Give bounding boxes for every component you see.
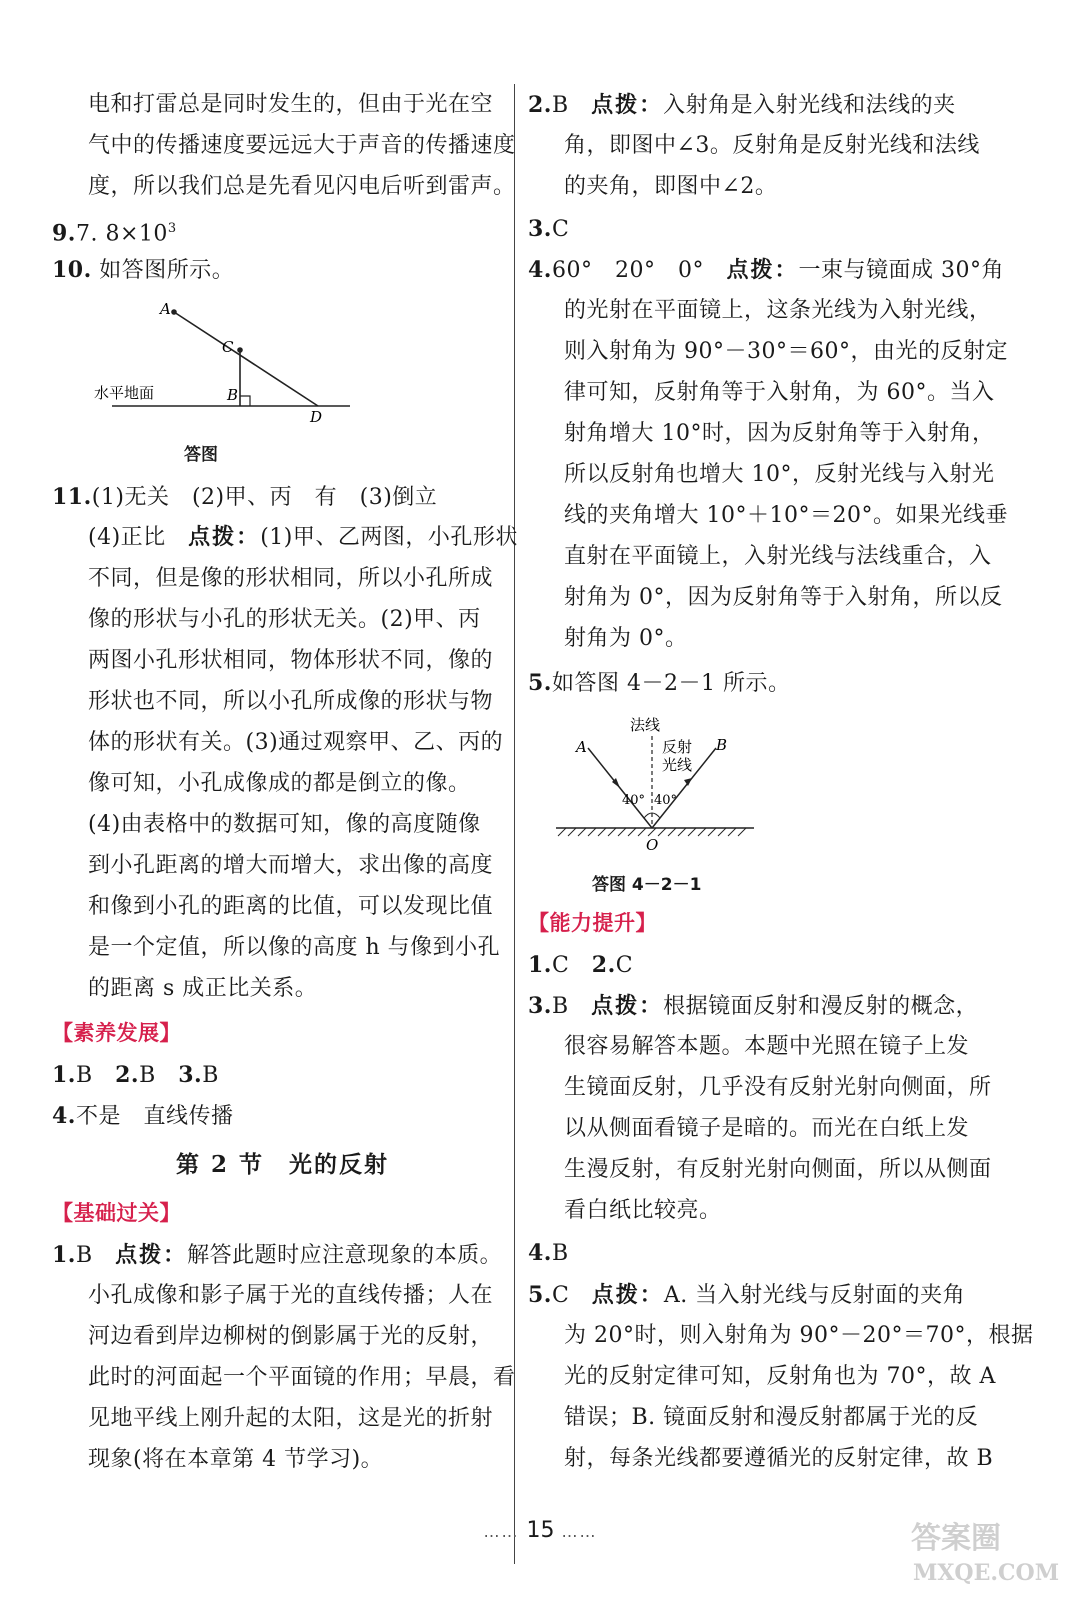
- page-number-value: 15: [526, 1518, 555, 1543]
- jc-q1-text-line: 见地平线上刚升起的太阳，这是光的折射: [88, 1406, 494, 1431]
- q4-number: 4.: [528, 257, 552, 283]
- sy-q3-number: 3.: [178, 1062, 203, 1088]
- q11-hint-label: 点拨：: [188, 525, 261, 550]
- q11-text-line: 形状也不同，所以小孔所成像的形状与物: [88, 689, 494, 714]
- figure-2-caption: 答图 4－2－1: [592, 875, 702, 895]
- q4-text-line: 律可知，反射角等于入射角，为 60°。当入: [564, 380, 995, 405]
- q2-hint-label: 点拨：: [591, 93, 664, 118]
- nl-q5-text-line: 光的反射定律可知，反射角也为 70°，故 A: [564, 1364, 996, 1389]
- jc-q1-line-1: [52, 1240, 502, 1271]
- jc-q1-text-line: 小孔成像和影子属于光的直线传播；人在: [88, 1283, 494, 1308]
- nl-q3-line-1: [528, 991, 978, 1022]
- label-o: O: [646, 836, 659, 854]
- q2-text-line: 角，即图中∠3。反射角是反射光线和法线: [564, 133, 980, 158]
- sy-q4-number: 4.: [52, 1103, 76, 1129]
- nl-q3-text-line: 很容易解答本题。本题中光照在镜子上发: [564, 1034, 970, 1059]
- q4-text-line: 射角增大 10°时，因为反射角等于入射角，: [564, 421, 995, 446]
- q10-text: 如答图所示。: [99, 258, 235, 283]
- q4-text-line: 射角为 0°，因为反射角等于入射角，所以反: [564, 585, 1003, 610]
- nl-q5-text-line: 射，每条光线都要遵循光的反射定律，故 B: [564, 1446, 994, 1471]
- nl-q5-number: 5.: [528, 1282, 552, 1308]
- q9-number: 9.: [52, 220, 76, 247]
- section-title: 第 2 节 光的反射: [176, 1151, 390, 1178]
- q3-value: C: [551, 217, 570, 242]
- q11-text-line: 的距离 s 成正比关系。: [88, 976, 318, 1001]
- q11-first: (1)无关 (2)甲、丙 有 (3)倒立: [91, 485, 438, 510]
- nl-q5-text-line: 错误；B. 镜面反射和漫反射都属于光的反: [564, 1405, 979, 1430]
- q8-line-3: 度，所以我们总是先看见闪电后听到雷声。: [88, 174, 516, 199]
- jc-q1-text-line: 现象(将在本章第 4 节学习)。: [88, 1447, 384, 1472]
- q11-text-line: 像的形状与小孔的形状无关。(2)甲、丙: [88, 607, 481, 632]
- nl-q4-number: 4.: [528, 1240, 552, 1266]
- nl-q3-text-line: 生漫反射，有反射光射向侧面，所以从侧面: [564, 1157, 992, 1182]
- q11-line-2: [52, 523, 518, 553]
- point-a: [171, 309, 177, 315]
- page-dots-left: ……: [483, 1522, 520, 1541]
- q5-answer: [528, 668, 790, 699]
- nl-q5-hint-label: 点拨：: [591, 1283, 664, 1308]
- q2-number: 2.: [528, 92, 552, 118]
- nl-q2-answer: C: [615, 953, 634, 978]
- q4-text-line: 所以反射角也增大 10°，反射光线与入射光: [564, 462, 995, 487]
- tag-suyang: 【素养发展】: [52, 1021, 181, 1045]
- q3-answer: [528, 214, 569, 245]
- nl-q3-text-line: 以从侧面看镜子是暗的。而光在白纸上发: [564, 1116, 970, 1141]
- nl-q3-answer: B: [551, 994, 569, 1019]
- label-reflect-2: 光线: [662, 756, 693, 774]
- q11-prefix: (4)正比: [88, 525, 189, 550]
- label-angle-1: 40°: [622, 793, 646, 808]
- answer-figure-2: [548, 708, 788, 858]
- suyang-q1-3: [52, 1060, 219, 1091]
- q5-text: 如答图 4－2－1 所示。: [551, 671, 791, 696]
- q4-text-line: 的光射在平面镜上，这条光线为入射光线，: [564, 298, 992, 323]
- sy-q4-answer: 不是 直线传播: [75, 1104, 234, 1129]
- q11-text-line: 两图小孔形状相同，物体形状不同，像的: [88, 648, 494, 673]
- q11-line2-rest: (1)甲、乙两图，小孔形状: [260, 525, 518, 550]
- q5-number: 5.: [528, 670, 552, 696]
- suyang-q4: [52, 1101, 233, 1132]
- q2-text-line: 的夹角，即图中∠2。: [564, 174, 778, 199]
- jc-q1-hint-label: 点拨：: [115, 1243, 188, 1268]
- watermark-logo: [903, 1512, 1063, 1592]
- label-c: C: [222, 338, 234, 356]
- q11-text-line: 像可知，小孔成像成的都是倒立的像。: [88, 771, 471, 796]
- jc-q1-text-line: 河边看到岸边柳树的倒影属于光的反射，: [88, 1324, 494, 1349]
- q11-text-line: 体的形状有关。(3)通过观察甲、乙、丙的: [88, 730, 504, 755]
- label-d: D: [310, 408, 323, 426]
- label-normal: 法线: [630, 716, 661, 734]
- q9-value: 7. 8×10: [75, 221, 168, 247]
- q4-hint-label: 点拨：: [726, 258, 799, 283]
- label-a: A: [160, 300, 171, 318]
- nl-q3-text-line: 生镜面反射，几乎没有反射光射向侧面，所: [564, 1075, 992, 1100]
- svg-text:答案圈: 答案圈: [911, 1521, 1001, 1556]
- nl-q4-answer: B: [551, 1241, 569, 1266]
- q4-text-line: 射角为 0°。: [564, 626, 688, 651]
- jc-q1-answer: B: [75, 1243, 93, 1268]
- nl-q5-line-1: [528, 1280, 965, 1311]
- q9-exponent: 3: [167, 221, 177, 236]
- q11-text-line: 不同，但是像的形状相同，所以小孔所成: [88, 566, 494, 591]
- page-dots-right: ……: [561, 1522, 598, 1541]
- nl-q3-number: 3.: [528, 993, 552, 1019]
- q4-line-1: [528, 255, 1004, 286]
- tag-nengli: 【能力提升】: [528, 911, 657, 935]
- nl-q3-first-rest: 根据镜面反射和漫反射的概念，: [663, 994, 979, 1019]
- sy-q2-answer: B: [139, 1063, 156, 1088]
- q11-text-line: 和像到小孔的距离的比值，可以发现比值: [88, 894, 494, 919]
- q11-text-line: (4)由表格中的数据可知，像的高度随像: [88, 812, 481, 837]
- reflected-arrow: [684, 778, 692, 786]
- column-divider: [514, 84, 515, 1564]
- jc-q1-first-rest: 解答此题时应注意现象的本质。: [187, 1243, 503, 1268]
- q2-answer: B: [551, 93, 569, 118]
- label-b: B: [716, 736, 728, 754]
- nl-q1-2: [528, 950, 633, 981]
- mirror-hatching: [558, 828, 746, 836]
- jc-q1-number: 1.: [52, 1242, 76, 1268]
- nl-q2-number: 2.: [591, 952, 616, 978]
- q4-text-line: 直射在平面镜上，入射光线与法线重合，入: [564, 544, 992, 569]
- q4-answer: 60° 20° 0°: [551, 258, 704, 283]
- nl-q5-text-line: 为 20°时，则入射角为 90°－20°＝70°，根据: [564, 1323, 1034, 1348]
- nl-q4: [528, 1238, 569, 1269]
- nl-q3-hint-label: 点拨：: [591, 994, 664, 1019]
- tag-jichu: 【基础过关】: [52, 1201, 181, 1225]
- nl-q1-answer: C: [551, 953, 570, 978]
- sy-q2-number: 2.: [115, 1062, 140, 1088]
- q8-line-1: 电和打雷总是同时发生的，但由于光在空: [88, 92, 494, 117]
- nl-q3-text-line: 看白纸比较亮。: [564, 1198, 722, 1223]
- q4-text-line: 线的夹角增大 10°＋10°＝20°。如果光线垂: [564, 503, 1008, 528]
- sy-q3-answer: B: [202, 1063, 219, 1088]
- light-ray-ad: [174, 312, 318, 406]
- q11-line-1: [52, 482, 437, 513]
- label-a: A: [576, 738, 587, 756]
- q4-text-line: 则入射角为 90°－30°＝60°，由光的反射定: [564, 339, 1008, 364]
- nl-q5-answer: C: [551, 1283, 570, 1308]
- q3-number: 3.: [528, 216, 552, 242]
- jc-q1-text-line: 此时的河面起一个平面镜的作用；早晨，看: [88, 1365, 516, 1390]
- label-ground: 水平地面: [94, 384, 155, 402]
- label-angle-2: 40°: [654, 793, 678, 808]
- sy-q1-number: 1.: [52, 1062, 76, 1088]
- nl-q1-number: 1.: [528, 952, 552, 978]
- nl-q5-first-rest: A. 当入射光线与反射面的夹角: [663, 1283, 966, 1308]
- q8-line-2: 气中的传播速度要远远大于声音的传播速度: [88, 133, 516, 158]
- figure-1-caption: 答图: [184, 445, 218, 465]
- right-angle-mark: [240, 396, 250, 406]
- q2-line-1: [528, 90, 956, 121]
- q4-first-rest: 一束与镜面成 30°角: [798, 258, 1004, 283]
- q2-first-rest: 入射角是入射光线和法线的夹: [663, 93, 956, 118]
- q10-number: 10.: [52, 257, 92, 283]
- label-b: B: [227, 386, 239, 404]
- svg-text:MXQE.COM: MXQE.COM: [913, 1560, 1060, 1586]
- q11-text-line: 到小孔距离的增大而增大，求出像的高度: [88, 853, 494, 878]
- q11-number: 11.: [52, 484, 92, 510]
- point-c: [237, 347, 243, 353]
- label-reflect-1: 反射: [662, 738, 693, 756]
- answer-figure-1: [82, 298, 382, 438]
- q11-text-line: 是一个定值，所以像的高度 h 与像到小孔: [88, 935, 501, 960]
- q10-answer: [52, 255, 234, 286]
- sy-q1-answer: B: [75, 1063, 93, 1088]
- q9-answer: [52, 214, 177, 249]
